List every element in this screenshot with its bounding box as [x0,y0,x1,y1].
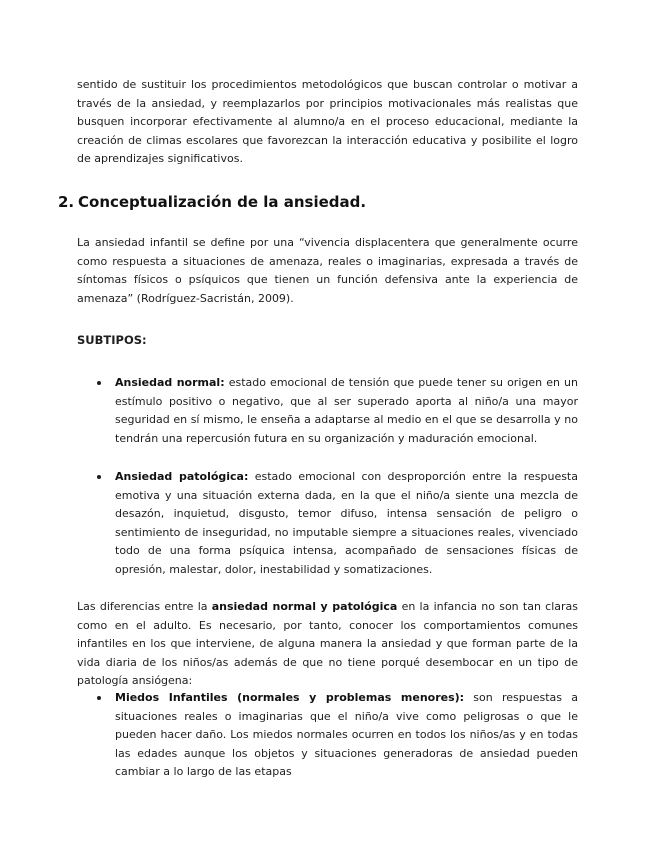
fears-description: son respuestas a situaciones reales o imaginarias que el niño/a vive como peligrosas o que le pueden hacer daño. Los miedos normales ocurren en todos los niños/as y en todas las edades aunque los objetos y situaciones generadoras de ansiedad pueden cambiar a lo largo de las etapas [115,691,578,779]
section-heading [58,192,366,212]
differences-emphasis: ansiedad normal y patológica [211,600,398,613]
fears-item [115,689,578,782]
subtype-term: Ansiedad normal: [115,376,225,389]
section-number: 2. [58,193,75,211]
differences-text-end: en la infancia no son tan claras como en el adulto. Es necesario, por tanto, conocer los comportamientos comunes infantiles en los que interviene, de alguna manera la ansiedad y que forman parte de la vida diaria de los niños/as además de que no tiene porqué desembocar en un tipo de patología ansiógena: [77,600,578,688]
subtype-description: estado emocional de tensión que puede tener su origen en un estímulo positivo o negativo, que al ser superado aporta al niño/a una mayor seguridad en sí mismo, le enseña a adaptarse al medio en el que se desarrolla y no tendrán una repercusión futura en su organización y maduración emocional. [115,376,578,445]
intro-paragraph: sentido de sustituir los procedimientos metodológicos que buscan controlar o motivar a través de la ansiedad, y reemplazarlos por principios motivacionales más realistas que busquen incorporar efectivamente al alumno/a en el proceso educacional, mediante la creación de climas escolares que favorezcan la interacción educativa y posibilite el logro de aprendizajes significativos. [77,78,578,166]
subtype-pathological-item [115,468,578,580]
section-title: Conceptualización de la ansiedad. [78,193,367,211]
subtypes-label: SUBTIPOS: [77,333,147,347]
subtype-description: estado emocional con desproporción entre la respuesta emotiva y una situación externa dada, en la que el niño/a siente una mezcla de desazón, inquietud, disgusto, temor difuso, intensa sensación de peligro o sentimiento de inseguridad, no imputable siempre a situaciones reales, vivenciado todo de una forma psíquica intensa, acompañado de sensaciones físicas de opresión, malestar, dolor, inestabilidad y somatizaciones. [115,470,578,576]
subtype-term: Ansiedad patológica: [115,470,249,483]
fears-term: Miedos Infantiles (normales y problemas menores): [115,691,465,704]
definition-paragraph: La ansiedad infantil se define por una “vivencia displacentera que generalmente ocurre como respuesta a situaciones de amenaza, reales o imaginarias, expresada a través de síntomas físicos o psíquicos que tienen un función defensiva ante la experiencia de amenaza” (Rodríguez-Sacristán, 2009). [77,236,578,305]
differences-text-start: Las diferencias entre la [77,600,212,613]
differences-paragraph [77,598,578,691]
subtype-normal-item [115,374,578,448]
